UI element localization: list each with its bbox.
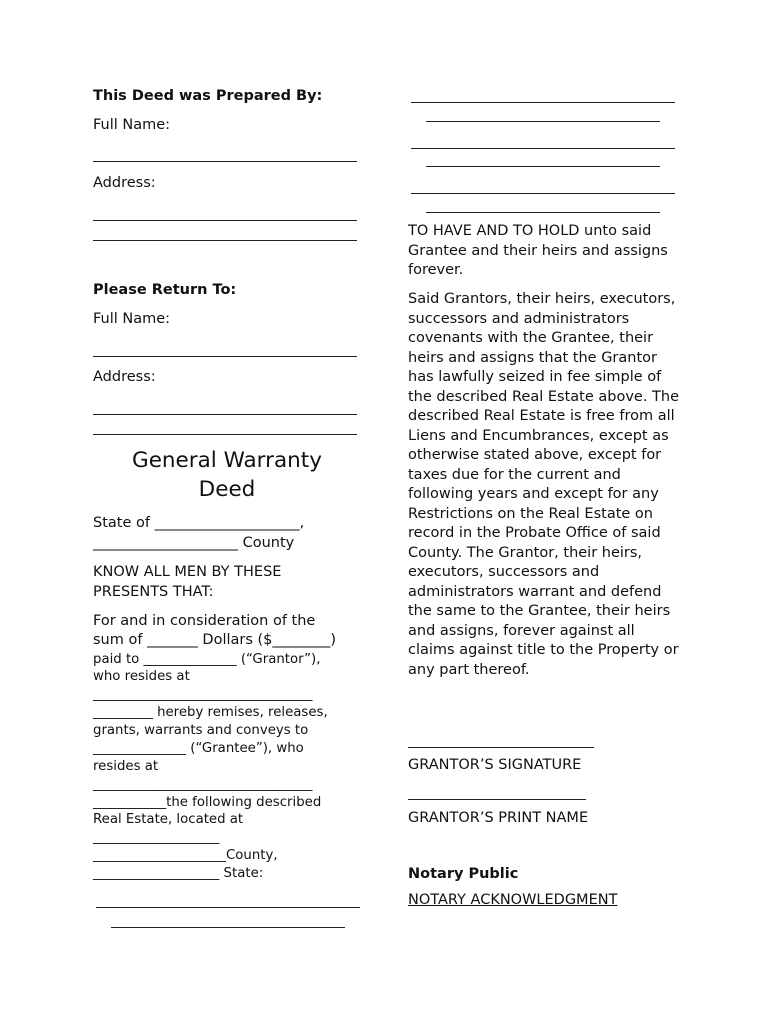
consideration-line-5: _________________________________	[93, 687, 313, 702]
consideration-line-1: For and in consideration of the	[93, 613, 316, 629]
legal-description-right-line-3[interactable]	[411, 148, 675, 149]
prepared-by-full-name-line[interactable]	[93, 161, 357, 162]
grantor-print-name-label: GRANTOR’S PRINT NAME	[408, 810, 589, 826]
return-to-address-line-1[interactable]	[93, 414, 357, 415]
consideration-line-3: paid to ______________ (“Grantor”),	[93, 652, 321, 667]
legal-description-right-line-1[interactable]	[411, 102, 675, 103]
notary-public-heading: Notary Public	[408, 866, 519, 882]
notary-acknowledgment-heading: NOTARY ACKNOWLEDGMENT	[408, 892, 618, 908]
consideration-line-15: ___________________ State:	[93, 866, 264, 881]
consideration-line-12: Real Estate, located at	[93, 812, 244, 827]
consideration-line-8: ______________ (“Grantee”), who	[93, 741, 304, 756]
covenants-clause: Said Grantors, their heirs, executors, successors and administrators covenants with the Grantee, their heirs and assigns that the Grantor has lawfully seized in fee simple of the described Real Estate above. The described Real Estate is free from all Liens and Encumbrances, except as otherwise stated above, except for taxes due for the current and following years and except for any Restrictions on the Real Estate on record in the Probate Office of said County. The Grantor, their heirs, executors, successors and administrators warrant and defend the same to the Grantee, their heirs and assigns, forever against all claims against title to the Property or any part thereof.	[408, 291, 680, 678]
document-title-line-2: Deed	[198, 477, 256, 502]
grantor-signature-label: GRANTOR’S SIGNATURE	[408, 757, 582, 773]
document-title-line-1: General Warranty	[132, 448, 322, 473]
prepared-by-heading: This Deed was Prepared By:	[93, 88, 323, 104]
prepared-by-address-line-2[interactable]	[93, 240, 357, 241]
habendum-clause: TO HAVE AND TO HOLD unto said Grantee and their heirs and assigns forever.	[408, 223, 668, 278]
return-to-full-name-label: Full Name:	[93, 311, 171, 327]
return-to-full-name-line[interactable]	[93, 356, 357, 357]
legal-description-right-line-5[interactable]	[411, 193, 675, 194]
know-all-line-2: PRESENTS THAT:	[93, 584, 214, 600]
return-to-address-line-2[interactable]	[93, 434, 357, 435]
return-to-heading: Please Return To:	[93, 282, 237, 298]
consideration-line-9: resides at	[93, 759, 159, 774]
consideration-line-2: sum of _______ Dollars ($________)	[93, 632, 337, 648]
legal-description-right-line-4[interactable]	[426, 166, 660, 167]
consideration-line-14: ____________________County,	[93, 848, 278, 863]
legal-description-right-line-6[interactable]	[426, 212, 660, 213]
legal-description-line-1[interactable]	[96, 907, 360, 908]
return-to-address-label: Address:	[93, 369, 156, 385]
county-line: ____________________ County	[93, 535, 295, 551]
consideration-line-10: _________________________________	[93, 777, 313, 792]
consideration-line-7: grants, warrants and conveys to	[93, 723, 309, 738]
grantor-print-name-line[interactable]	[408, 799, 586, 800]
consideration-line-11: ___________the following described	[93, 795, 322, 810]
prepared-by-address-label: Address:	[93, 175, 156, 191]
prepared-by-full-name-label: Full Name:	[93, 117, 171, 133]
know-all-line-1: KNOW ALL MEN BY THESE	[93, 564, 282, 580]
consideration-line-13: ___________________	[93, 830, 220, 845]
consideration-line-4: who resides at	[93, 669, 190, 684]
prepared-by-address-line-1[interactable]	[93, 220, 357, 221]
legal-description-right-line-2[interactable]	[426, 121, 660, 122]
grantor-signature-line[interactable]	[408, 747, 594, 748]
consideration-line-6: _________ hereby remises, releases,	[93, 705, 328, 720]
state-line: State of ____________________,	[93, 515, 305, 531]
legal-description-line-2[interactable]	[111, 927, 345, 928]
